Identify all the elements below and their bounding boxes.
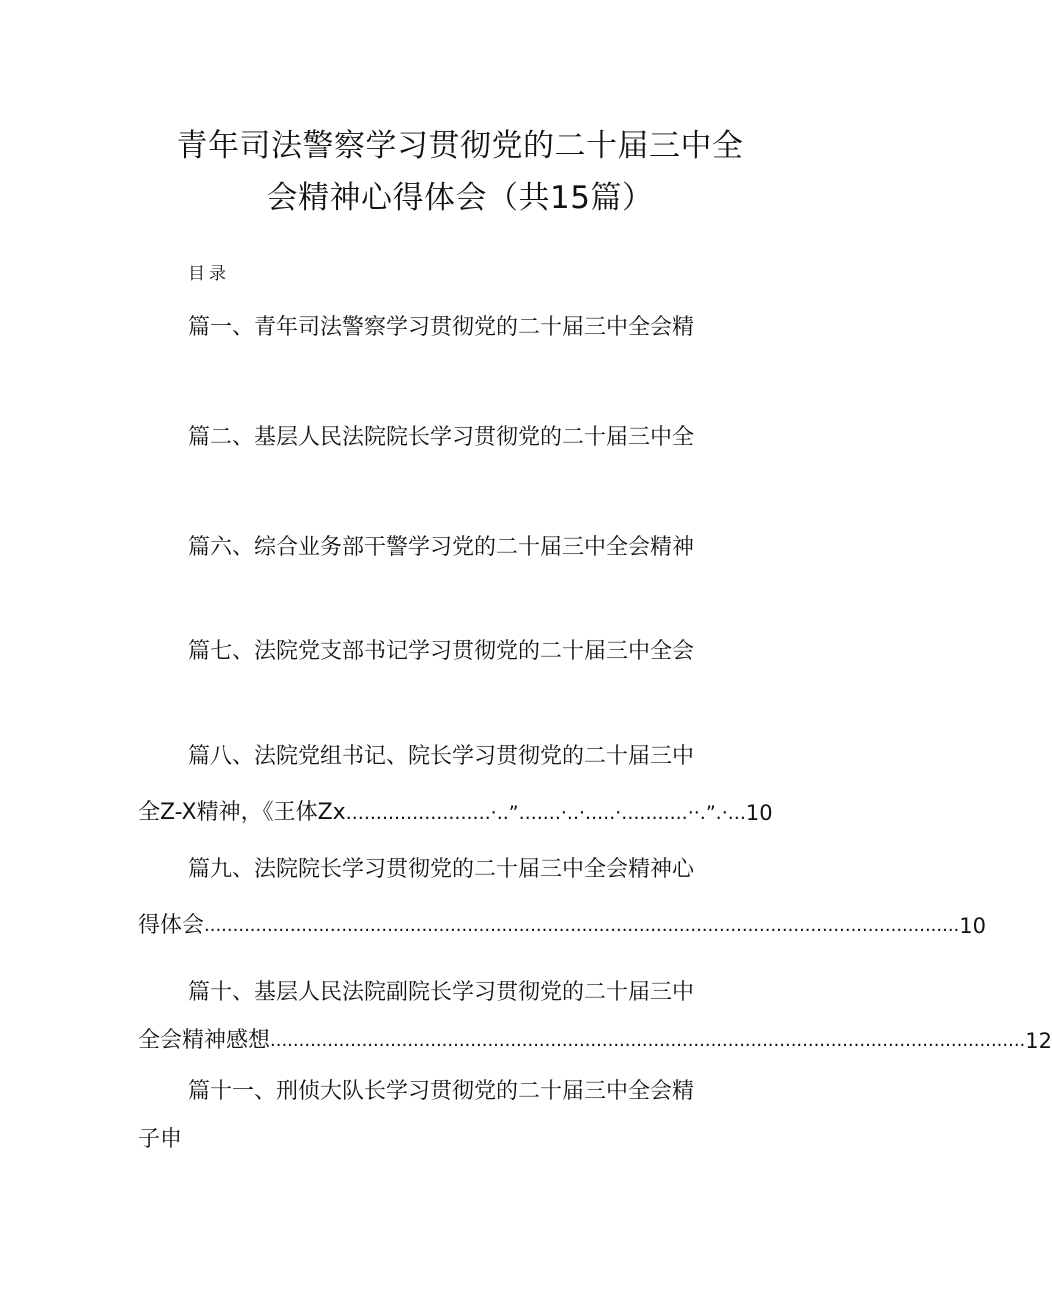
toc-entry-7-continuation[interactable] [138,1026,1052,1056]
toc-entry-7-text: 全会精神感想 [138,1028,271,1053]
toc-entry-2[interactable]: 篇二、基层人民法院院长学习贯彻党的二十届三中全 [188,425,695,450]
toc-entry-6-continuation[interactable] [138,911,987,941]
toc-entry-4[interactable]: 篇七、法院党支部书记学习贯彻党的二十届三中全会 [188,639,695,664]
toc-entry-7-dot-leader: .................................................................................................................................... [270,1030,1026,1051]
toc-entry-8-text: 子申 [138,1127,183,1152]
toc-entry-1[interactable]: 篇一、青年司法警察学习贯彻党的二十届三中全会精 [188,315,695,340]
toc-entry-3[interactable]: 篇六、综合业务部干警学习党的二十届三中全会精神 [188,535,695,560]
toc-entry-6-dot-leader: .................................................................................................................................... [204,915,960,936]
toc-entry-8[interactable]: 篇十一、刑侦大队长学习贯彻党的二十届三中全会精 [188,1079,695,1104]
toc-heading: 目录 [188,264,230,284]
toc-entry-6-text: 得体会 [138,913,205,938]
toc-entry-7[interactable]: 篇十、基层人民法院副院长学习贯彻党的二十届三中 [188,980,695,1005]
toc-entry-5-page: 10 [745,801,773,825]
toc-entry-5-text: 全Z-X精神，《王体Zx [138,800,346,825]
toc-entry-5-continuation[interactable] [138,798,778,828]
toc-entry-6[interactable]: 篇九、法院院长学习贯彻党的二十届三中全会精神心 [188,857,695,882]
toc-entry-7-page: 12 [1025,1029,1052,1053]
document-title-line-2: 会精神心得体会（共15篇） [266,180,654,216]
toc-entry-6-page: 10 [959,914,987,938]
document-title-line-1: 青年司法警察学习贯彻党的二十届三中全 [176,128,744,164]
toc-entry-5-leader: ........................·..”.......·..·.....·...........··.”.·... [345,802,746,824]
toc-entry-5[interactable]: 篇八、法院党组书记、院长学习贯彻党的二十届三中 [188,744,695,769]
toc-entry-8-continuation[interactable] [138,1125,778,1155]
